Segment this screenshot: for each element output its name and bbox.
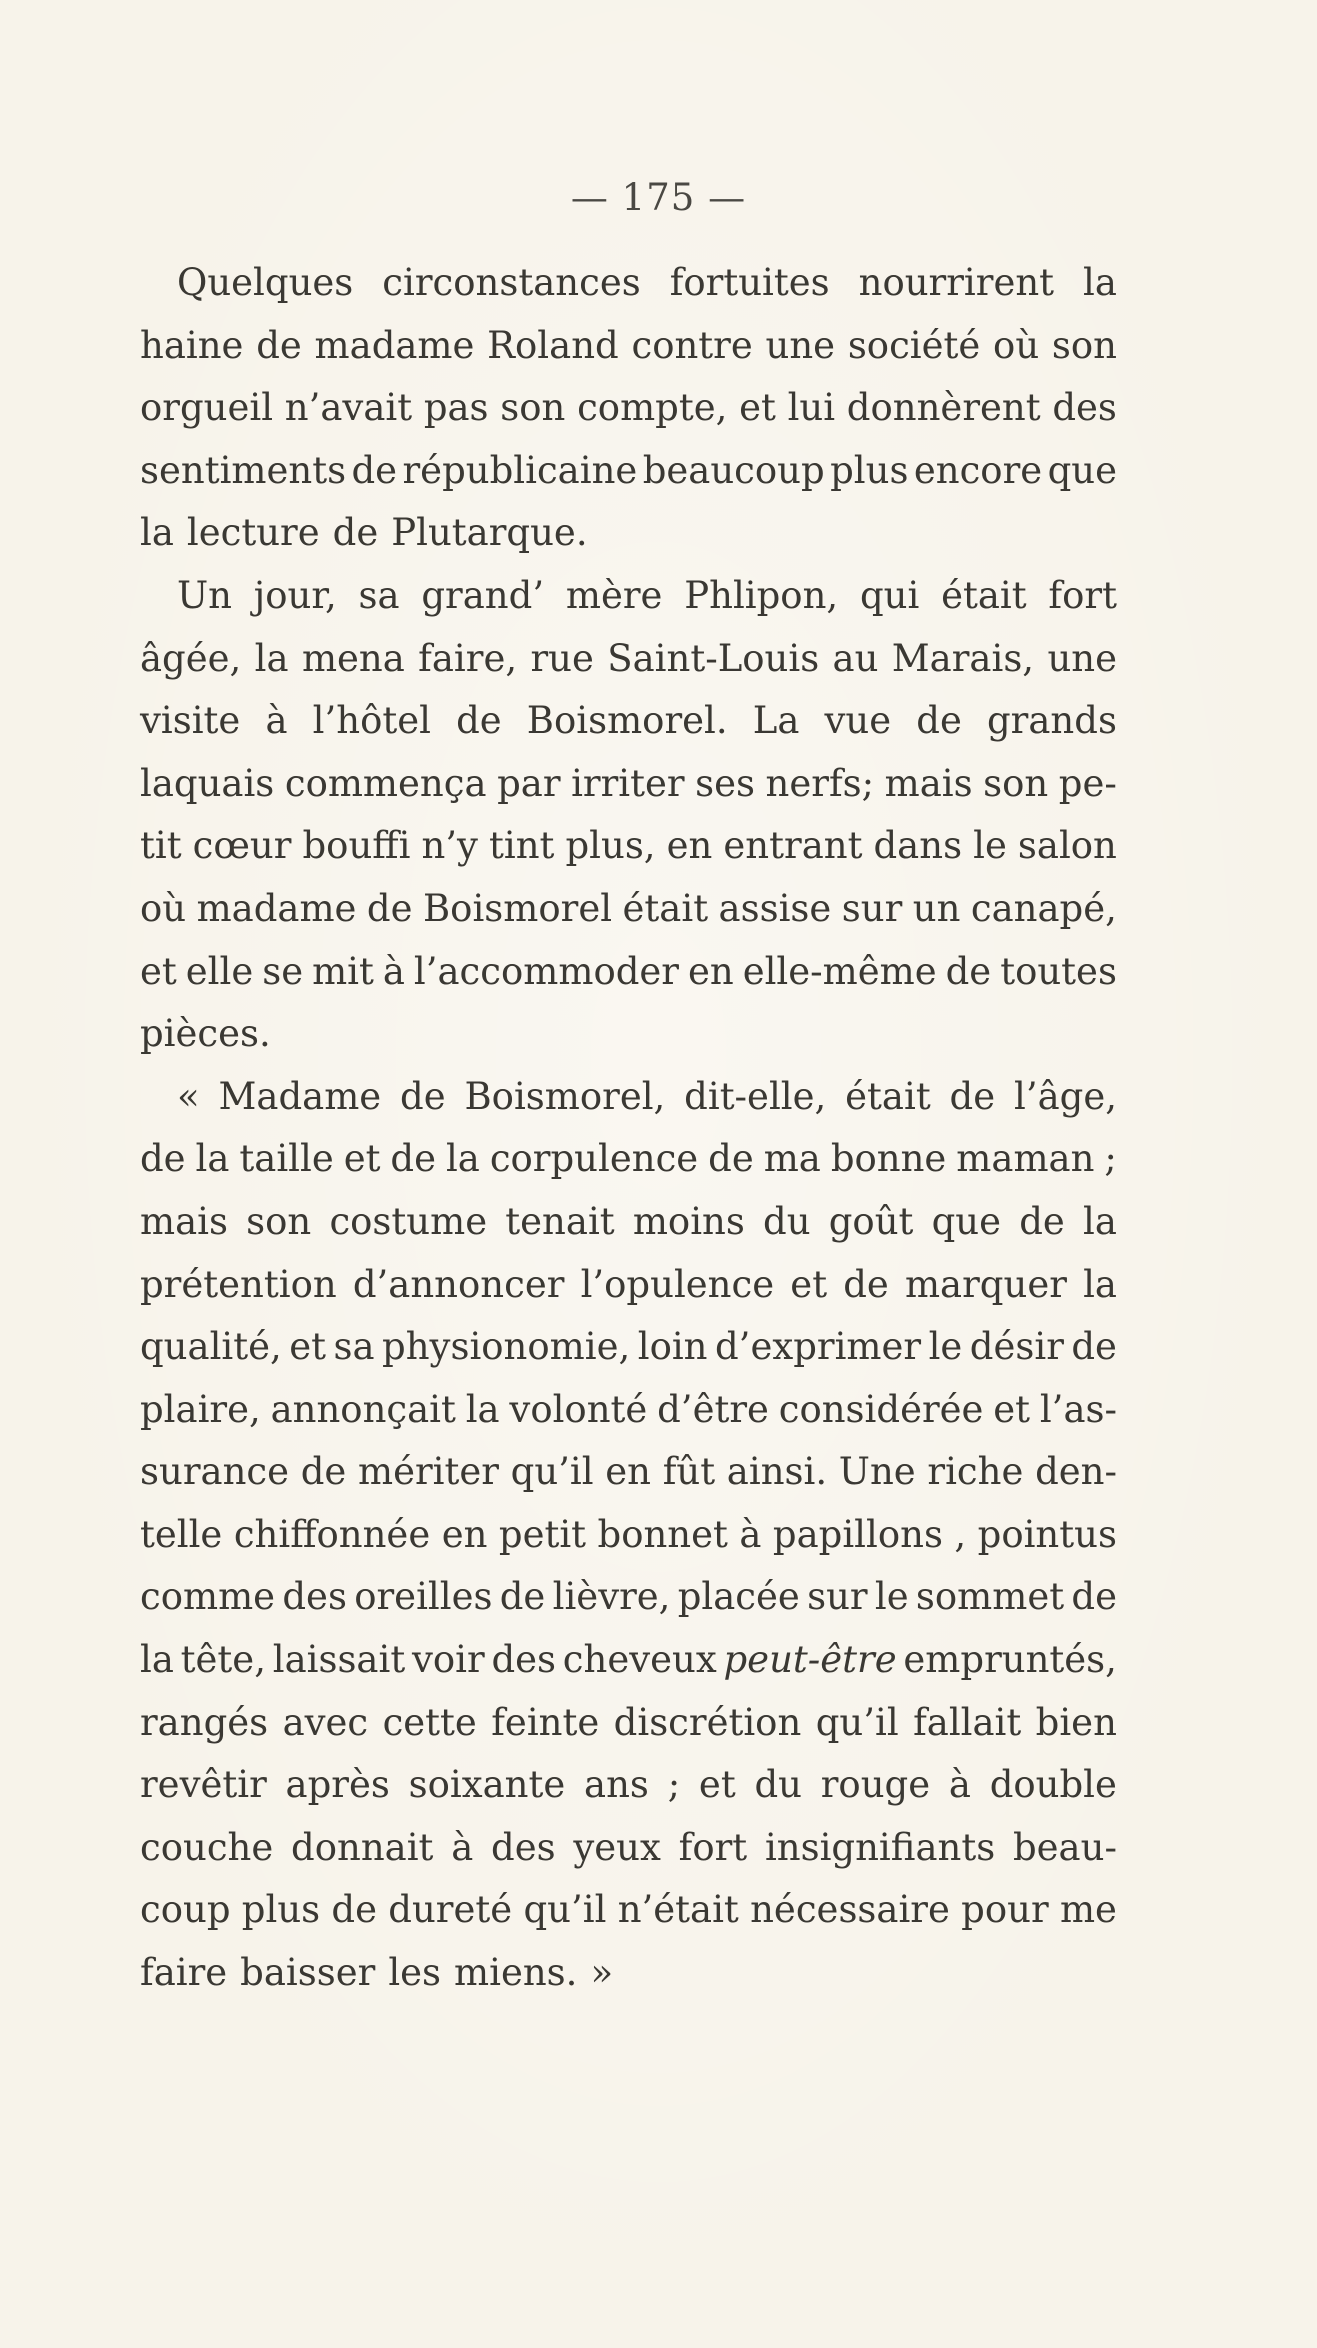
word: pas [423, 386, 489, 430]
word: de [390, 1137, 436, 1181]
word: l’as- [1039, 1387, 1117, 1431]
word: loin [637, 1325, 708, 1369]
text-line [140, 565, 1117, 628]
word: n’était [617, 1888, 739, 1932]
word: de [300, 1450, 347, 1494]
word: mais [884, 761, 973, 805]
text-line [140, 315, 1117, 378]
word: jour, [253, 573, 337, 617]
word: vue [824, 699, 892, 743]
word: faire, [418, 636, 518, 680]
word: tête, [180, 1638, 266, 1682]
word: à [739, 1512, 762, 1556]
word: irriter [571, 761, 685, 805]
word: de [708, 1137, 754, 1181]
text-line [140, 1504, 1117, 1567]
word: qu’il [523, 1888, 607, 1932]
text-line [140, 377, 1117, 440]
word: tenait [505, 1199, 615, 1243]
word: comme [140, 1575, 276, 1619]
word: qu’il [510, 1450, 594, 1494]
word: de [1071, 1325, 1117, 1369]
word: visite [140, 699, 241, 743]
word: marquer [904, 1262, 1067, 1306]
text-line [140, 1692, 1117, 1755]
word: bouffi [302, 824, 411, 868]
word: du [754, 1763, 802, 1807]
word: et [698, 1763, 736, 1807]
word: et [790, 1262, 828, 1306]
word: son [1051, 323, 1117, 367]
word: la [195, 1137, 230, 1181]
word: elle-même [742, 949, 937, 993]
word: compte, [577, 386, 728, 430]
text-line [140, 628, 1117, 691]
word: laissait [272, 1638, 406, 1682]
word: de [1071, 1575, 1117, 1619]
word: de [916, 699, 962, 743]
word: ses [695, 761, 755, 805]
word: était [845, 1074, 931, 1118]
word: en [666, 824, 713, 868]
word: de [256, 323, 302, 367]
word: considérée [778, 1387, 984, 1431]
word: plaire, [140, 1387, 261, 1431]
word: une [1047, 636, 1117, 680]
word: la [1083, 1262, 1117, 1306]
word: « [177, 1074, 200, 1118]
word: Plutarque. [391, 511, 588, 555]
word: et [289, 1325, 327, 1369]
word: en [605, 1450, 652, 1494]
word: de [945, 949, 992, 993]
word: annonçait [270, 1387, 456, 1431]
word: nécessaire [750, 1888, 950, 1932]
word: Marais, [891, 636, 1035, 680]
word: den- [1035, 1450, 1117, 1494]
word: à [265, 699, 288, 743]
word: volonté [509, 1387, 648, 1431]
word: qui [859, 573, 920, 617]
word: commença [284, 761, 487, 805]
word: bien [1035, 1700, 1117, 1744]
word: du [763, 1199, 811, 1243]
word: pour [961, 1888, 1049, 1932]
word: sentiments [140, 448, 347, 492]
word: peut-être [723, 1638, 897, 1682]
word: républicaine [402, 448, 638, 492]
word: l’âge, [1014, 1074, 1117, 1118]
word: madame [314, 323, 475, 367]
word: de [949, 1074, 996, 1118]
word: papillons [772, 1512, 943, 1556]
word: lui [787, 386, 836, 430]
word: d’exprimer [715, 1325, 922, 1369]
word: pointus [977, 1512, 1117, 1556]
word: mit [312, 949, 374, 993]
word: grands [987, 699, 1117, 743]
text-line [140, 1879, 1117, 1942]
word: madame [196, 886, 357, 930]
word: beaucoup [642, 448, 825, 492]
word: canapé, [970, 886, 1117, 930]
word: beau- [1012, 1825, 1117, 1869]
word: taille [239, 1137, 334, 1181]
word: après [285, 1763, 390, 1807]
word: rouge [820, 1763, 931, 1807]
word: dit-elle, [684, 1074, 827, 1118]
word: par [497, 761, 561, 805]
word: l’hôtel [312, 699, 431, 743]
word: sa [358, 573, 400, 617]
word: donnait [291, 1825, 434, 1869]
word: miens. [454, 1951, 578, 1995]
word: les [388, 1951, 442, 1995]
word: mériter [357, 1450, 499, 1494]
word: la [140, 511, 174, 555]
word: pièces. [140, 1012, 271, 1056]
word: dans [873, 824, 963, 868]
page-number: — 175 — [570, 176, 747, 219]
word: et [140, 949, 177, 993]
word: Saint-Louis [607, 636, 820, 680]
word: l’opulence [580, 1262, 775, 1306]
word: salon [1017, 824, 1117, 868]
word: ma [763, 1137, 821, 1181]
text-line [140, 1817, 1117, 1880]
word: cette [382, 1700, 477, 1744]
word: le [928, 1325, 963, 1369]
word: en [687, 949, 734, 993]
word: orgueil [140, 386, 274, 430]
word: dureté [388, 1888, 513, 1932]
word: me [1059, 1888, 1117, 1932]
word: , [954, 1512, 967, 1556]
word: fallait [913, 1700, 1022, 1744]
word: bonnet [597, 1512, 728, 1556]
word: plus [830, 448, 909, 492]
word: discrétion [613, 1700, 802, 1744]
word: de [351, 448, 398, 492]
text-line [140, 1441, 1117, 1504]
word: mère [565, 573, 663, 617]
word: des [491, 1825, 556, 1869]
word: à [382, 949, 405, 993]
word: à [948, 1763, 971, 1807]
word: maman [956, 1137, 1095, 1181]
word: de [140, 1137, 186, 1181]
word: cœur [192, 824, 292, 868]
text-line [140, 690, 1117, 753]
word: bonne [830, 1137, 947, 1181]
word: entrant [723, 824, 863, 868]
text-line [140, 252, 1117, 315]
word: des [1052, 386, 1117, 430]
word: que [931, 1199, 1002, 1243]
text-line [140, 1379, 1117, 1442]
word: que [1047, 448, 1117, 492]
word: circonstances [382, 261, 641, 304]
text-line [140, 878, 1117, 941]
word: d’être [657, 1387, 769, 1431]
word: contre [631, 323, 753, 367]
word: ; [667, 1763, 681, 1807]
word: haine [140, 323, 244, 367]
word: fortuites [669, 261, 830, 304]
word: petit [498, 1512, 587, 1556]
word: fort [678, 1825, 748, 1869]
word: n’y [421, 824, 478, 868]
word: nourrirent [858, 261, 1055, 304]
word: physionomie, [382, 1325, 631, 1369]
word: revêtir [140, 1763, 267, 1807]
word: était [622, 886, 709, 930]
word: ainsi. [726, 1450, 828, 1494]
word: couche [140, 1825, 274, 1869]
word: son [500, 386, 566, 430]
word: cheveux [562, 1638, 717, 1682]
text-line [140, 1128, 1117, 1191]
word: où [140, 886, 187, 930]
word: pe- [1058, 761, 1117, 805]
word: Boismorel [422, 886, 613, 930]
word: rue [530, 636, 594, 680]
word: de [332, 511, 379, 555]
word: lièvre, [552, 1575, 671, 1619]
word: ans [584, 1763, 649, 1807]
word: surance [140, 1450, 290, 1494]
word: » [590, 1951, 614, 1995]
word: rangés [140, 1700, 269, 1744]
word: fort [1048, 573, 1117, 617]
word: son [983, 761, 1049, 805]
word: avec [282, 1700, 369, 1744]
word: ; [1104, 1137, 1117, 1181]
word: faire [140, 1951, 228, 1995]
word: était [941, 573, 1027, 617]
word: sur [807, 1575, 868, 1619]
word: empruntés, [903, 1638, 1117, 1682]
word: insignifiants [764, 1825, 996, 1869]
word: et [343, 1137, 381, 1181]
word: la [254, 636, 289, 680]
word: assise [718, 886, 832, 930]
word: Un [177, 573, 233, 617]
word: mena [301, 636, 405, 680]
word: qualité, [140, 1325, 282, 1369]
word: la [465, 1387, 500, 1431]
word: prétention [140, 1262, 337, 1306]
word: un [912, 886, 961, 930]
word: l’accommoder [413, 949, 679, 993]
text-line [140, 502, 1117, 565]
word: sur [841, 886, 903, 930]
word: coup [140, 1888, 231, 1932]
word: voir [411, 1638, 485, 1682]
word: de [1019, 1199, 1065, 1243]
word: en [441, 1512, 488, 1556]
word: Boismorel. [526, 699, 728, 743]
word: tint [489, 824, 555, 868]
word: une [765, 323, 836, 367]
word: d’annoncer [352, 1262, 565, 1306]
word: désir [969, 1325, 1064, 1369]
word: baisser [240, 1951, 376, 1995]
word: la [140, 1638, 174, 1682]
word: de [366, 886, 413, 930]
word: Roland [487, 323, 619, 367]
word: tit [140, 824, 182, 868]
word: corpulence [489, 1137, 699, 1181]
word: double [989, 1763, 1117, 1807]
word: Une [838, 1450, 916, 1494]
word: le [874, 1575, 909, 1619]
word: de [843, 1262, 889, 1306]
text-line [140, 1191, 1117, 1254]
word: n’avait [284, 386, 413, 430]
text-line [140, 440, 1117, 503]
word: Phlipon, [684, 573, 839, 617]
word: de [400, 1074, 446, 1118]
word: grand’ [421, 573, 545, 617]
word: à [451, 1825, 474, 1869]
body-text [140, 252, 1117, 2005]
word: la [1083, 1199, 1117, 1243]
word: qu’il [815, 1700, 899, 1744]
word: yeux [573, 1825, 661, 1869]
word: des [282, 1575, 347, 1619]
word: la [445, 1137, 480, 1181]
word: nerfs; [765, 761, 875, 805]
word: des [491, 1638, 557, 1682]
word: lecture [186, 511, 320, 555]
word: feinte [491, 1700, 600, 1744]
text-line [140, 753, 1117, 816]
word: costume [329, 1199, 488, 1243]
word: goût [828, 1199, 914, 1243]
word: de [331, 1888, 378, 1932]
text-line [140, 1316, 1117, 1379]
word: le [973, 824, 1007, 868]
word: oreilles [354, 1575, 493, 1619]
word: toutes [1000, 949, 1117, 993]
word: Boismorel, [464, 1074, 666, 1118]
text-line [140, 815, 1117, 878]
word: de [456, 699, 502, 743]
text-line [140, 941, 1117, 1004]
word: sa [333, 1325, 375, 1369]
text-line [140, 1754, 1117, 1817]
word: et [993, 1387, 1031, 1431]
word: placée [677, 1575, 800, 1619]
word: fût [662, 1450, 716, 1494]
text-line [140, 1254, 1117, 1317]
word: Quelques [177, 261, 354, 304]
word: plus, [565, 824, 656, 868]
word: de [499, 1575, 546, 1619]
word: se [262, 949, 304, 993]
word: Madame [218, 1074, 382, 1118]
word: mais [140, 1199, 228, 1243]
word: et [739, 386, 776, 430]
word: donnèrent [846, 386, 1041, 430]
word: au [832, 636, 879, 680]
word: plus [241, 1888, 321, 1932]
word: telle [140, 1512, 223, 1556]
word: soixante [408, 1763, 566, 1807]
word: où [993, 323, 1040, 367]
word: moins [632, 1199, 745, 1243]
text-line [140, 1003, 1117, 1066]
word: son [246, 1199, 312, 1243]
word: âgée, [140, 636, 242, 680]
text-line [140, 1566, 1117, 1629]
word: société [847, 323, 981, 367]
word: la [1083, 261, 1117, 304]
word: riche [927, 1450, 1024, 1494]
word: elle [185, 949, 254, 993]
word: chiffonnée [233, 1512, 431, 1556]
word: encore [913, 448, 1043, 492]
text-line [140, 1629, 1117, 1692]
word: La [752, 699, 800, 743]
word: laquais [140, 761, 275, 805]
text-line [140, 1066, 1117, 1129]
word: sommet [915, 1575, 1065, 1619]
text-line [140, 1942, 1117, 2005]
